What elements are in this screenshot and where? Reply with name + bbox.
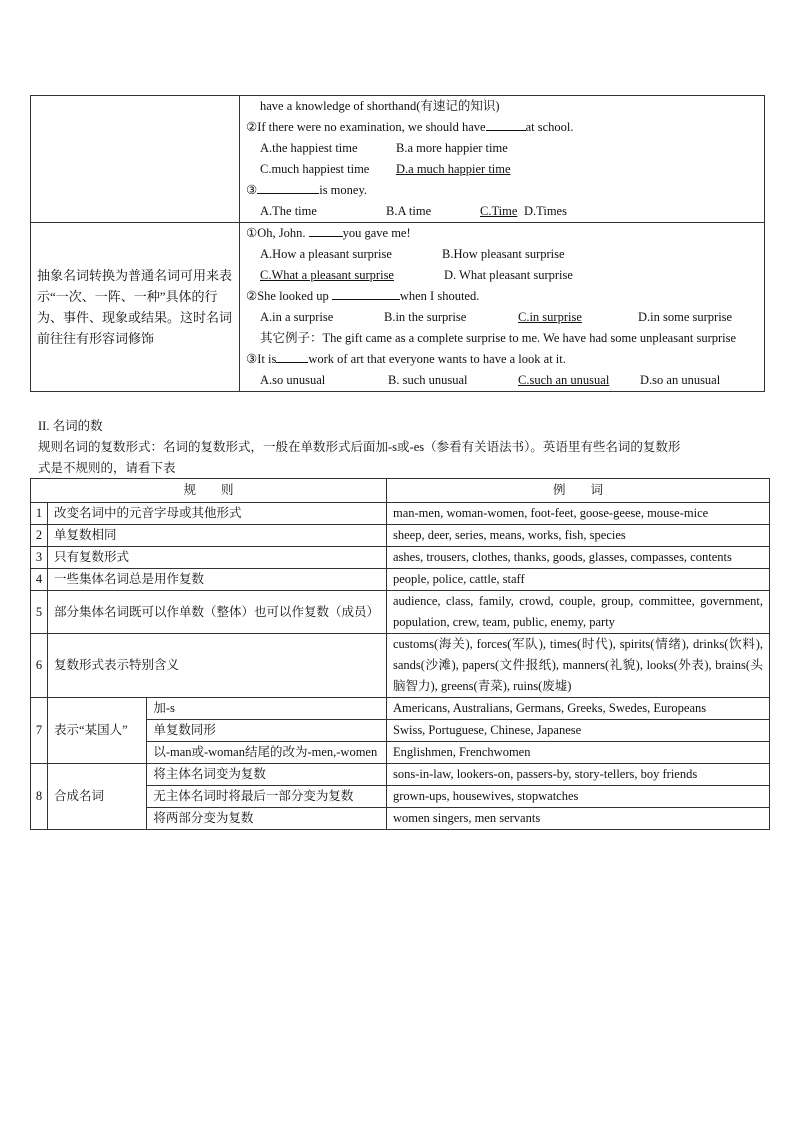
answer-option: D.a much happier time [396, 162, 511, 176]
column-header-example: 例 词 [387, 479, 770, 503]
example-words: people, police, cattle, staff [387, 569, 770, 591]
table-row [31, 764, 770, 786]
row-number: 6 [31, 634, 48, 698]
example-words: women singers, men servants [387, 808, 770, 830]
question-options: A.in a surprise B.in the surprise C.in surprise D.in some surprise [246, 307, 758, 328]
question-stem: ③ is money. [246, 183, 368, 197]
sub-rule-text: 将主体名词变为复数 [147, 764, 387, 786]
sub-rule-text: 加-s [147, 698, 387, 720]
example-words: audience, class, family, crowd, couple, group, committee, government, population, crew, team, public, enemy, party [387, 591, 770, 634]
rule-text: 部分集体名词既可以作单数（整体）也可以作复数（成员） [48, 591, 387, 634]
rule-cell: 抽象名词转换为普通名词可用来表示“一次、一阵、一种”具体的行为、事件、现象或结果。这时名词前往往有形容词修饰 [31, 223, 240, 392]
column-header-rule: 规 则 [31, 479, 387, 503]
question-options: A.the happiest time B.a more happier time [260, 141, 508, 155]
example-words: man-men, woman-women, foot-feet, goose-geese, mouse-mice [387, 503, 770, 525]
rule-text: 表示“某国人” [48, 698, 147, 764]
example-words: Swiss, Portuguese, Chinese, Japanese [387, 720, 770, 742]
examples-cell [240, 223, 765, 392]
question-stem: ③It is work of art that everyone wants to have a look at it. [246, 352, 566, 366]
section-heading: II. 名词的数 [38, 419, 103, 433]
sub-rule-text: 无主体名词时将最后一部分变为复数 [147, 786, 387, 808]
table-row [31, 698, 770, 720]
question-options: A.The time B.A time C.Time D.Times [246, 201, 758, 222]
row-number: 2 [31, 525, 48, 547]
rule-text: 合成名词 [48, 764, 147, 830]
question-options: C.What a pleasant surprise D. What pleasant surprise [246, 265, 758, 286]
section-intro [38, 416, 680, 479]
sub-rule-text: 将两部分变为复数 [147, 808, 387, 830]
table-row [31, 525, 770, 547]
plural-forms-table [30, 478, 770, 830]
table-row [31, 547, 770, 569]
row-number: 4 [31, 569, 48, 591]
section-paragraph: 式是不规则的，请看下表 [38, 461, 176, 475]
sub-rule-text: 单复数同形 [147, 720, 387, 742]
row-number: 5 [31, 591, 48, 634]
question-stem: ②She looked up when I shouted. [246, 289, 480, 303]
rule-text: 改变名词中的元音字母或其他形式 [48, 503, 387, 525]
rule-cell-empty [31, 96, 240, 223]
grammar-examples-table [30, 95, 765, 392]
question-stem: ②If there were no examination, we should have at school. [246, 120, 574, 134]
row-number: 8 [31, 764, 48, 830]
rule-text: 单复数相同 [48, 525, 387, 547]
question-options: C.much happiest time D.a much happier time [246, 159, 758, 180]
table-row [31, 569, 770, 591]
rule-text: 只有复数形式 [48, 547, 387, 569]
example-words: sheep, deer, series, means, works, fish, species [387, 525, 770, 547]
answer-option: C.in surprise [518, 310, 582, 324]
table-row [31, 591, 770, 634]
table-row [31, 223, 765, 392]
table-row [31, 634, 770, 698]
rule-text: 一些集体名词总是用作复数 [48, 569, 387, 591]
example-words: Englishmen, Frenchwomen [387, 742, 770, 764]
rule-text: 复数形式表示特别含义 [48, 634, 387, 698]
table-header-row [31, 479, 770, 503]
row-number: 7 [31, 698, 48, 764]
row-number: 1 [31, 503, 48, 525]
answer-option: C.Time [480, 204, 518, 218]
row-number: 3 [31, 547, 48, 569]
example-words: sons-in-law, lookers-on, passers-by, story-tellers, boy friends [387, 764, 770, 786]
section-paragraph: 规则名词的复数形式：名词的复数形式，一般在单数形式后面加-s或-es（参看有关语法书）。英语里有些名词的复数形 [38, 440, 681, 454]
table-row [31, 503, 770, 525]
example-line: have a knowledge of shorthand(有速记的知识) [260, 99, 500, 113]
answer-option: C.What a pleasant surprise [260, 268, 394, 282]
question-options: A.so unusual B. such unusual C.such an unusual D.so an unusual [246, 370, 758, 391]
sub-rule-text: 以-man或-woman结尾的改为-men,-women [147, 742, 387, 764]
question-options: A.How a pleasant surprise B.How pleasant surprise [260, 247, 565, 261]
example-words: Americans, Australians, Germans, Greeks, Swedes, Europeans [387, 698, 770, 720]
answer-option: C.such an unusual [518, 373, 610, 387]
table-row [31, 96, 765, 223]
other-examples: 其它例子：The gift came as a complete surprise to me. We have had some unpleasant surprise [260, 331, 737, 345]
examples-cell [240, 96, 765, 223]
example-words: ashes, trousers, clothes, thanks, goods, glasses, compasses, contents [387, 547, 770, 569]
example-words: grown-ups, housewives, stopwatches [387, 786, 770, 808]
example-words: customs(海关), forces(军队), times(时代), spirits(情绪), drinks(饮料), sands(沙滩), papers(文件报纸), manners(礼貌), looks(外表), brains(头脑智力), greens(青菜), ruins(废墟) [387, 634, 770, 698]
question-stem: ①Oh, John. you gave me! [246, 226, 411, 240]
